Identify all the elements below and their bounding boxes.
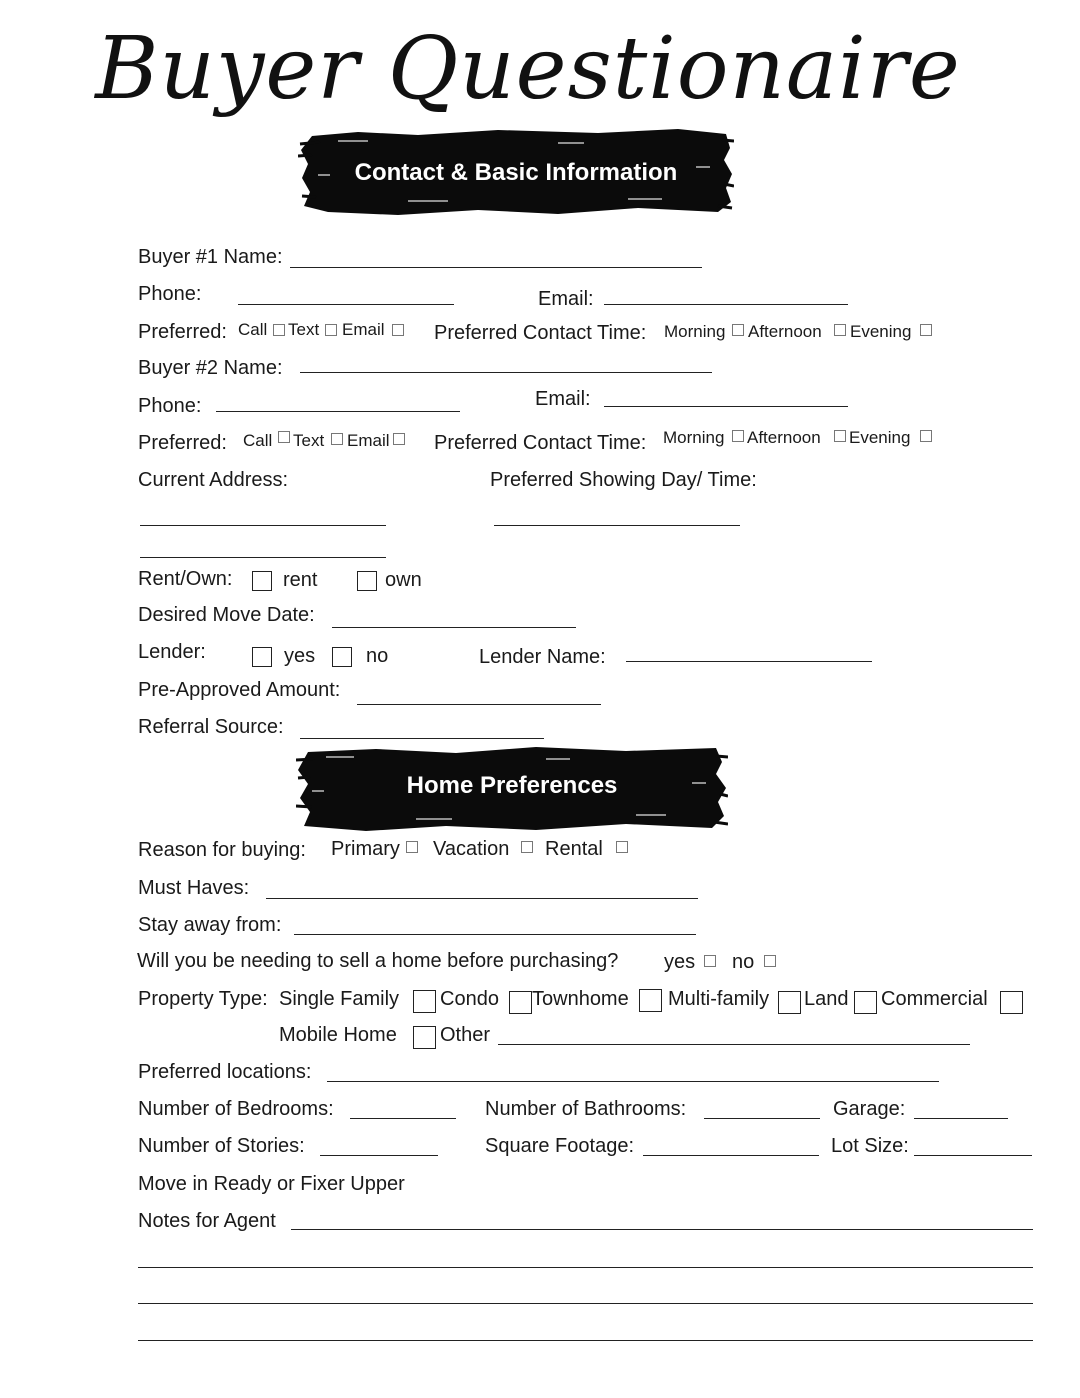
move-date-label: Desired Move Date:	[138, 604, 315, 626]
sqft-field[interactable]	[643, 1155, 819, 1156]
lender-name-label: Lender Name:	[479, 646, 606, 668]
mobile-home-label: Mobile Home	[279, 1024, 397, 1046]
buyer2-call-label: Call	[243, 431, 273, 450]
own-checkbox[interactable]	[357, 571, 377, 591]
notes-line-4[interactable]	[138, 1340, 1033, 1341]
buyer1-evening-label: Evening	[850, 322, 912, 341]
preferred-locations-field[interactable]	[327, 1081, 939, 1082]
must-haves-field[interactable]	[266, 898, 698, 899]
buyer1-call-label: Call	[238, 320, 268, 339]
buyer2-email-checkbox[interactable]	[393, 433, 405, 445]
stories-label: Number of Stories:	[138, 1135, 305, 1157]
buyer1-email-field[interactable]	[604, 304, 848, 305]
buyer2-email-label: Email:	[535, 388, 591, 410]
bathrooms-field[interactable]	[704, 1118, 820, 1119]
buyer2-phone-field[interactable]	[216, 411, 460, 412]
sell-home-no-checkbox[interactable]	[764, 955, 776, 967]
current-address-line-2[interactable]	[140, 557, 386, 558]
move-date-field[interactable]	[332, 627, 576, 628]
preferred-locations-label: Preferred locations:	[138, 1061, 312, 1083]
notes-line-3[interactable]	[138, 1303, 1033, 1304]
lender-no-label: no	[366, 645, 389, 667]
buyer2-name-label: Buyer #2 Name:	[138, 357, 283, 379]
notes-label: Notes for Agent	[138, 1210, 276, 1232]
referral-label: Referral Source:	[138, 716, 284, 738]
buyer2-text-label: Text	[293, 431, 325, 450]
buyer1-afternoon-checkbox[interactable]	[834, 324, 846, 336]
stay-away-label: Stay away from:	[138, 914, 282, 936]
buyer2-email-field[interactable]	[604, 406, 848, 407]
lender-yes-label: yes	[284, 645, 316, 667]
rent-own-label: Rent/Own:	[138, 568, 233, 590]
rent-option-label: rent	[283, 569, 318, 591]
commercial-checkbox[interactable]	[1000, 991, 1023, 1014]
lot-size-label: Lot Size:	[831, 1135, 909, 1157]
section-banner-contact	[298, 126, 734, 218]
commercial-label: Commercial	[881, 988, 988, 1010]
own-option-label: own	[385, 569, 422, 591]
multi-family-label: Multi-family	[668, 988, 770, 1010]
referral-field[interactable]	[300, 738, 544, 739]
showing-time-label: Preferred Showing Day/ Time:	[490, 469, 757, 491]
form-title	[0, 0, 1080, 130]
buyer1-email-checkbox[interactable]	[392, 324, 404, 336]
single-family-checkbox[interactable]	[413, 990, 436, 1013]
reason-rental-checkbox[interactable]	[616, 841, 628, 853]
mobile-home-checkbox[interactable]	[413, 1026, 436, 1049]
move-in-ready-label: Move in Ready or Fixer Upper	[138, 1173, 405, 1195]
reason-vacation-label: Vacation	[433, 838, 510, 860]
reason-primary-checkbox[interactable]	[406, 841, 418, 853]
buyer1-email-option-label: Email	[342, 320, 385, 339]
buyer1-phone-field[interactable]	[238, 304, 454, 305]
current-address-line-1[interactable]	[140, 525, 386, 526]
must-haves-label: Must Haves:	[138, 877, 250, 899]
buyer1-text-label: Text	[288, 320, 320, 339]
buyer1-preferred-label: Preferred:	[138, 321, 227, 343]
buyer1-afternoon-label: Afternoon	[748, 322, 822, 341]
multi-family-checkbox[interactable]	[778, 991, 801, 1014]
sell-home-yes-label: yes	[664, 951, 696, 973]
buyer2-text-checkbox[interactable]	[331, 433, 343, 445]
buyer2-morning-label: Morning	[663, 428, 725, 447]
buyer2-phone-label: Phone:	[138, 395, 202, 417]
single-family-label: Single Family	[279, 988, 400, 1010]
garage-field[interactable]	[914, 1118, 1008, 1119]
reason-vacation-checkbox[interactable]	[521, 841, 533, 853]
garage-label: Garage:	[833, 1098, 906, 1120]
buyer2-contact-time-label: Preferred Contact Time:	[434, 432, 647, 454]
sell-home-yes-checkbox[interactable]	[704, 955, 716, 967]
lender-yes-checkbox[interactable]	[252, 647, 272, 667]
other-label: Other	[440, 1024, 491, 1046]
land-label: Land	[804, 988, 849, 1010]
condo-label: Condo	[440, 988, 499, 1010]
buyer2-morning-checkbox[interactable]	[732, 430, 744, 442]
stories-field[interactable]	[320, 1155, 438, 1156]
buyer1-evening-checkbox[interactable]	[920, 324, 932, 336]
notes-line-2[interactable]	[138, 1267, 1033, 1268]
buyer1-morning-checkbox[interactable]	[732, 324, 744, 336]
buyer1-contact-time-label: Preferred Contact Time:	[434, 322, 647, 344]
buyer2-evening-checkbox[interactable]	[920, 430, 932, 442]
buyer2-preferred-label: Preferred:	[138, 432, 227, 454]
property-type-label: Property Type:	[138, 988, 268, 1010]
buyer1-name-field[interactable]	[290, 267, 702, 268]
preapproved-label: Pre-Approved Amount:	[138, 679, 341, 701]
other-field[interactable]	[498, 1044, 970, 1045]
lender-no-checkbox[interactable]	[332, 647, 352, 667]
lender-name-field[interactable]	[626, 661, 872, 662]
townhome-checkbox[interactable]	[639, 989, 662, 1012]
lender-label: Lender:	[138, 641, 206, 663]
townhome-label: Townhome	[532, 988, 629, 1010]
buyer1-text-checkbox[interactable]	[325, 324, 337, 336]
buyer2-afternoon-checkbox[interactable]	[834, 430, 846, 442]
rent-checkbox[interactable]	[252, 571, 272, 591]
buyer2-call-checkbox[interactable]	[278, 431, 290, 443]
lot-size-field[interactable]	[914, 1155, 1032, 1156]
reason-label: Reason for buying:	[138, 839, 306, 861]
bedrooms-label: Number of Bedrooms:	[138, 1098, 334, 1120]
condo-checkbox[interactable]	[509, 991, 532, 1014]
buyer2-evening-label: Evening	[849, 428, 911, 447]
preapproved-field[interactable]	[357, 704, 601, 705]
buyer1-morning-label: Morning	[664, 322, 726, 341]
stay-away-field[interactable]	[294, 934, 696, 935]
bedrooms-field[interactable]	[350, 1118, 456, 1119]
sqft-label: Square Footage:	[485, 1135, 634, 1157]
showing-time-field[interactable]	[494, 525, 740, 526]
buyer1-email-label: Email:	[538, 288, 594, 310]
section-title-home: Home Preferences	[406, 772, 618, 799]
reason-primary-label: Primary	[331, 838, 400, 860]
land-checkbox[interactable]	[854, 991, 877, 1014]
buyer1-call-checkbox[interactable]	[273, 324, 285, 336]
buyer2-afternoon-label: Afternoon	[747, 428, 821, 447]
bathrooms-label: Number of Bathrooms:	[485, 1098, 687, 1120]
sell-home-no-label: no	[732, 951, 755, 973]
buyer2-email-option-label: Email	[347, 431, 390, 450]
buyer1-phone-label: Phone:	[138, 283, 202, 305]
form-title-text: Buyer Questionaire	[95, 19, 961, 119]
notes-line-1[interactable]	[291, 1229, 1033, 1230]
buyer2-name-field[interactable]	[300, 372, 712, 373]
buyer1-name-label: Buyer #1 Name:	[138, 246, 283, 268]
sell-home-question: Will you be needing to sell a home before purchasing?	[137, 950, 619, 972]
section-title-contact: Contact & Basic Information	[354, 159, 678, 186]
reason-rental-label: Rental	[545, 838, 603, 860]
current-address-label: Current Address:	[138, 469, 289, 491]
section-banner-home	[296, 744, 728, 834]
